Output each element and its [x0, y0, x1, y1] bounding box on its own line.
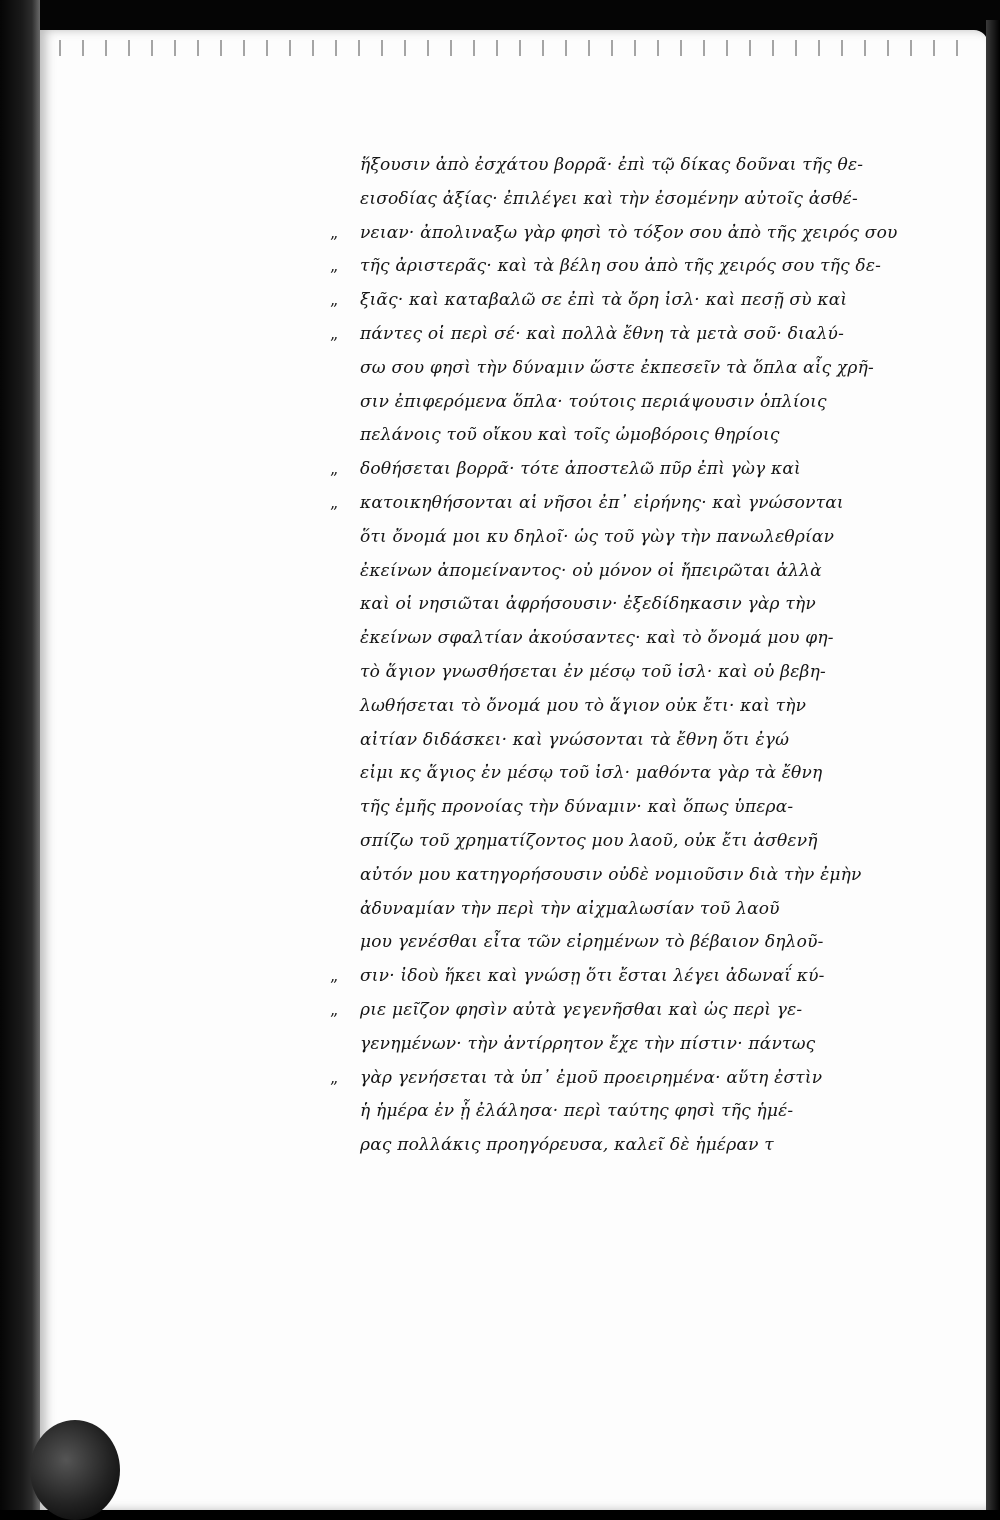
line-text: κατοικηθήσονται αἱ νῆσοι ἐπ᾽ εἰρήνης· καὶ γνώσονται: [360, 492, 844, 513]
margin-quote-mark: „: [330, 290, 339, 310]
line-text: ἐκείνων ἀπομείναντος· οὐ μόνον οἱ ἤπειρῶται ἀλλὰ: [360, 560, 822, 581]
text-line: [330, 452, 970, 486]
margin-quote-mark: „: [330, 256, 339, 276]
line-text: γὰρ γενήσεται τὰ ὑπ᾽ ἐμοῦ προειρημένα· αὕτη ἐστὶν: [360, 1067, 823, 1088]
text-line: [360, 824, 970, 858]
thumb-shadow: [30, 1420, 120, 1520]
text-line: [360, 621, 970, 655]
text-line: [360, 554, 970, 588]
text-line: [330, 993, 970, 1027]
manuscript-text-block: [330, 148, 970, 1162]
text-line: [360, 587, 970, 621]
margin-quote-mark: „: [330, 1067, 339, 1087]
line-text: ρας πολλάκις προηγόρευσα, καλεῖ δὲ ἡμέραν τ: [360, 1135, 774, 1156]
line-text: ἥξουσιν ἀπὸ ἐσχάτου βορρᾶ· ἐπὶ τῷ δίκας δοῦναι τῆς θε-: [360, 155, 864, 175]
line-text: ἡ ἡμέρα ἐν ᾗ ἐλάλησα· περὶ ταύτης φησὶ τῆς ἡμέ-: [360, 1101, 794, 1122]
line-text: πελάνοις τοῦ οἴκου καὶ τοῖς ὠμοβόροις θηρίοις: [360, 425, 780, 446]
line-text: ἐκείνων σφαλτίαν ἀκούσαντες· καὶ τὸ ὄνομά μου φη-: [360, 628, 834, 649]
page-right-edge: [986, 20, 1000, 1510]
line-text: εισοδίας ἀξίας· ἐπιλέγει καὶ τὴν ἐσομένην αὐτοῖς ἀσθέ-: [360, 188, 858, 209]
line-text: τὸ ἅγιον γνωσθήσεται ἐν μέσῳ τοῦ ἰσλ· καὶ οὐ βεβη-: [360, 661, 826, 682]
line-text: ξιᾶς· καὶ καταβαλῶ σε ἐπὶ τὰ ὄρη ἰσλ· καὶ πεσῇ σὺ καὶ: [360, 290, 848, 311]
line-text: νειαν· ἀπολιναξω γὰρ φησὶ τὸ τόξον σου ἀπὸ τῆς χειρός σου: [360, 222, 898, 243]
margin-quote-mark: „: [330, 966, 339, 986]
line-text: μου γενέσθαι εἶτα τῶν εἰρημένων τὸ βέβαιον δηλοῦ-: [360, 932, 824, 953]
text-line: [360, 925, 970, 959]
text-line: [330, 959, 970, 993]
line-text: εἰμι κς ἅγιος ἐν μέσῳ τοῦ ἰσλ· μαθόντα γὰρ τὰ ἔθνη: [360, 763, 823, 784]
line-text: σω σου φησὶ τὴν δύναμιν ὥστε ἐκπεσεῖν τὰ ὅπλα αἷς χρῆ-: [360, 357, 874, 378]
text-line: [330, 486, 970, 520]
line-text: αὐτόν μου κατηγορήσουσιν οὐδὲ νομιοῦσιν διὰ τὴν ἐμὴν: [360, 864, 862, 885]
text-line: [330, 283, 970, 317]
text-line: [360, 1094, 970, 1128]
text-line: [330, 317, 970, 351]
line-text: τῆς ἐμῆς προνοίας τὴν δύναμιν· καὶ ὅπως ὑπερα-: [360, 797, 794, 818]
line-text: αἰτίαν διδάσκει· καὶ γνώσονται τὰ ἔθνη ὅτι ἐγώ: [360, 729, 790, 750]
book-binding-edge: [0, 0, 40, 1510]
line-text: σπίζω τοῦ χρηματίζοντος μου λαοῦ, οὐκ ἔτι ἀσθενῆ: [360, 830, 818, 851]
margin-quote-mark: „: [330, 323, 339, 343]
text-line: [360, 689, 970, 723]
text-line: [360, 892, 970, 926]
line-text: πάντες οἱ περὶ σέ· καὶ πολλὰ ἔθνη τὰ μετὰ σοῦ· διαλύ-: [360, 323, 845, 344]
text-line: [360, 723, 970, 757]
margin-quote-mark: „: [330, 222, 339, 242]
text-line: [360, 655, 970, 689]
line-text: ριε μεῖζον φησὶν αὐτὰ γεγενῆσθαι καὶ ὡς περὶ γε-: [360, 999, 803, 1020]
text-line: [330, 1061, 970, 1095]
text-line: [360, 1027, 970, 1061]
line-text: λωθήσεται τὸ ὄνομά μου τὸ ἅγιον οὐκ ἔτι· καὶ τὴν: [360, 695, 807, 716]
text-line: [360, 351, 970, 385]
margin-quote-mark: „: [330, 999, 339, 1019]
text-line: [360, 148, 970, 182]
margin-quote-mark: „: [330, 492, 339, 512]
text-line: [360, 1128, 970, 1162]
text-line: [360, 790, 970, 824]
text-line: [360, 182, 970, 216]
text-line: [360, 418, 970, 452]
line-text: τῆς ἀριστερᾶς· καὶ τὰ βέλη σου ἀπὸ τῆς χειρός σου τῆς δε-: [360, 256, 882, 277]
line-text: ὅτι ὄνομά μοι κυ δηλοῖ· ὡς τοῦ γὼγ τὴν πανωλεθρίαν: [360, 526, 835, 547]
line-text: δοθήσεται βορρᾶ· τότε ἀποστελῶ πῦρ ἐπὶ γὼγ καὶ: [360, 459, 801, 480]
line-text: σιν· ἰδοὺ ἥκει καὶ γνώσῃ ὅτι ἔσται λέγει ἀδωναΐ κύ-: [360, 966, 825, 987]
scan-top-band: [40, 0, 1000, 34]
margin-quote-mark: „: [330, 459, 339, 479]
text-line: [330, 216, 970, 250]
line-text: ἀδυναμίαν τὴν περὶ τὴν αἰχμαλωσίαν τοῦ λαοῦ: [360, 898, 780, 919]
text-line: [360, 520, 970, 554]
page-edge-speckles: [52, 40, 972, 56]
text-line: [360, 858, 970, 892]
text-line: [360, 385, 970, 419]
line-text: σιν ἐπιφερόμενα ὅπλα· τούτοις περιάψουσιν ὁπλίοις: [360, 391, 827, 412]
line-text: γενημένων· τὴν ἀντίρρητον ἔχε τὴν πίστιν· πάντως: [360, 1033, 816, 1054]
text-line: [330, 249, 970, 283]
text-line: [360, 756, 970, 790]
line-text: καὶ οἱ νησιῶται ἀφρήσουσιν· ἐξεδίδηκασιν γὰρ τὴν: [360, 594, 816, 615]
